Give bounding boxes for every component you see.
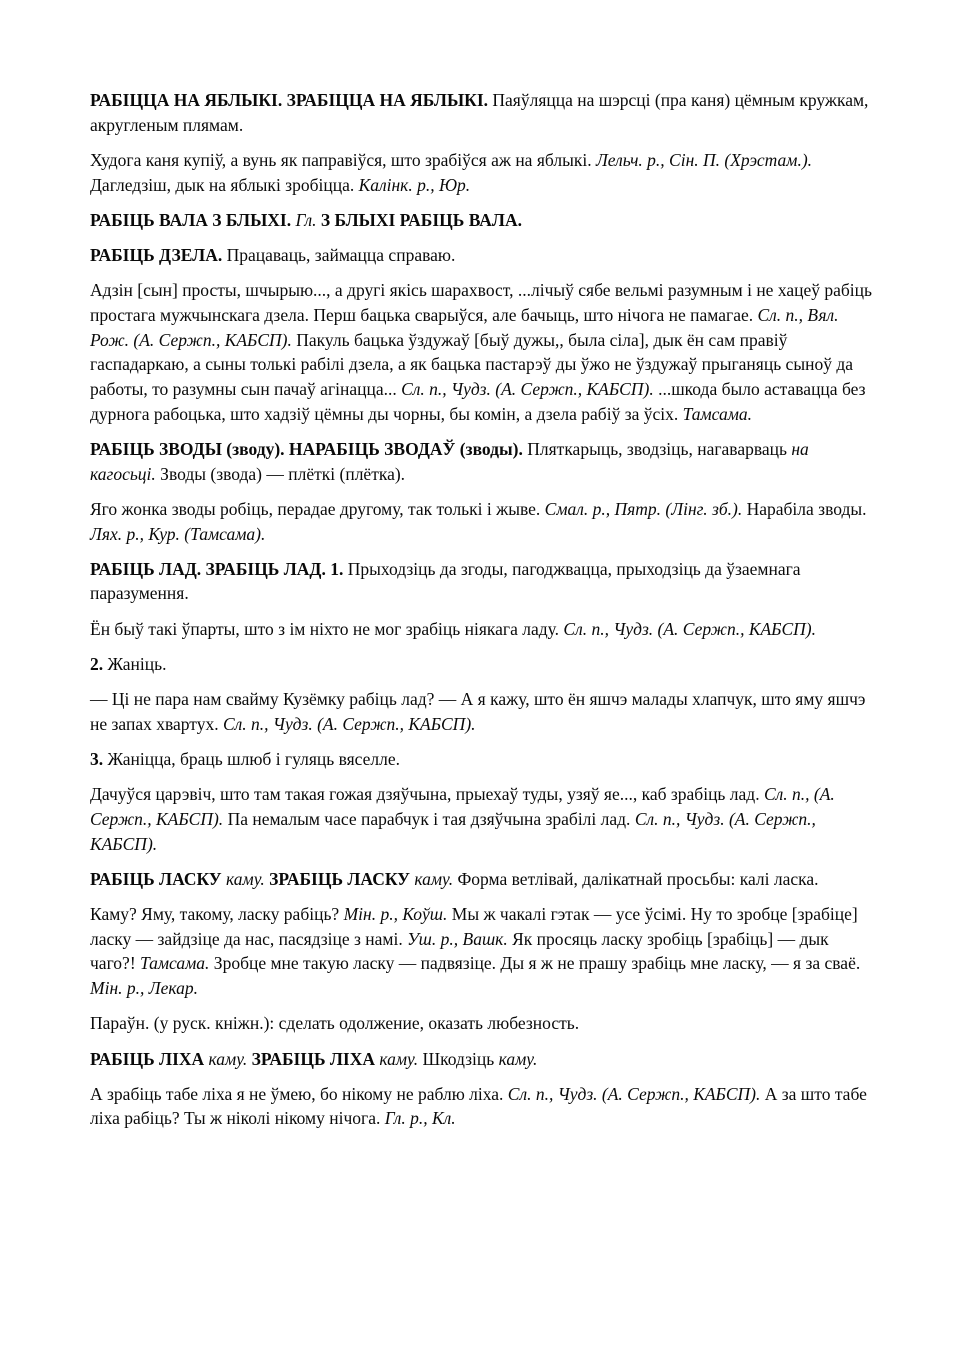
text-run-regular: Як просяць ласку зробіць [зрабіць] — дык чаго?! [90, 928, 829, 974]
paragraph [90, 278, 872, 426]
text-run-bold: РАБІЦЬ ЛАД. ЗРАБІЦЬ ЛАД. 1. [90, 558, 348, 579]
text-run-italic: Сл. п., Чудз. (А. Сержп., КАБСП). [563, 618, 816, 639]
text-run-italic: Сл. п., Чудз. (А. Сержп., КАБСП). [222, 713, 476, 734]
text-run-regular: Па немалым часе парабчук і тая дзяўчына зрабілі лад. [227, 808, 635, 829]
paragraph [90, 148, 872, 197]
text-run-regular: Мы ж чакалі гэтак — усе ўсімі. Ну то зробце [зрабіце] ласку — зайдзіце да нас, пасядзіце з намі. [90, 903, 858, 949]
text-run-regular: Жаніць. [107, 653, 167, 674]
paragraph [90, 1082, 872, 1131]
text-run-italic: на кагосьці. [90, 438, 809, 484]
paragraph [90, 437, 872, 486]
text-run-regular: Яго жонка зводы робіць, перадае другому, так толькі і жыве. [90, 498, 545, 519]
text-run-italic: Сл. п., Чудз. (А. Сержп., КАБСП). [90, 808, 816, 854]
text-run-italic: Калінк. р., Юр. [358, 174, 471, 195]
text-run-regular: Дагледзіш, дык на яблыкі зробіцца. [90, 174, 359, 195]
paragraph [90, 1011, 872, 1036]
text-run-italic: каму. [226, 868, 270, 889]
paragraph [90, 1047, 872, 1072]
text-run-regular: А за што табе ліха рабіць? Ты ж ніколі нікому нічога. [90, 1083, 867, 1129]
text-run-regular: Жаніцца, браць шлюб і гуляць вяселле. [107, 748, 401, 769]
text-run-bold: РАБІЦЬ ЛАСКУ [90, 868, 227, 889]
text-run-bold: РАБІЦЬ ЛІХА [90, 1048, 209, 1069]
text-run-bold: РАБІЦЦА НА ЯБЛЫКІ. ЗРАБІЦЦА НА ЯБЛЫКІ. [90, 90, 493, 110]
text-column [90, 88, 872, 1142]
text-run-italic: Лельч. р., Сін. П. (Хрэстам.). [595, 149, 813, 170]
text-run-regular: Дачуўся царэвіч, што там такая гожая дзяўчына, прыехаў туды, узяў яе..., каб зрабіць лад. [90, 784, 764, 805]
text-run-bold: ЗРАБІЦЬ ЛІХА [251, 1048, 380, 1069]
text-run-italic: Гл. р., Кл. [384, 1108, 456, 1129]
text-run-regular: А зрабіць табе ліха я не ўмею, бо нікому не раблю ліха. [90, 1083, 508, 1104]
text-run-italic: Гл. [295, 209, 321, 230]
text-run-bold: ЗРАБІЦЬ ЛАСКУ [269, 868, 415, 889]
text-run-regular: Ён быў такі ўпарты, што з ім ніхто не мог зрабіць ніякага ладу. [90, 618, 564, 639]
text-run-italic: Тамсама. [140, 953, 214, 974]
paragraph [90, 687, 872, 736]
text-run-regular: Нарабіла зводы. [746, 498, 867, 519]
paragraph [90, 557, 872, 606]
text-run-bold: 2. [90, 653, 108, 674]
text-run-regular: Каму? Яму, такому, ласку рабіць? [90, 903, 344, 924]
text-run-regular: Пакуль бацька ўздужаў [быў дужы,, была сіла], дык ён сам правіў гаспадаркаю, а сыны толькі рабілі дзела, а як бацька пастарэў ды ўжо не ўздужаў прыганяць сыноў да работы, то разумны сын пачаў агінацца... [90, 329, 853, 400]
text-run-regular: Худога каня купіў, а вунь як паправіўся, што зрабіўся аж на яблыкі. [90, 149, 596, 170]
paragraph [90, 867, 872, 892]
paragraph [90, 902, 872, 1001]
paragraph [90, 782, 872, 856]
text-run-regular: Пляткарыць, зводзіць, нагаварваць [527, 438, 792, 459]
text-run-bold: З БЛЫХІ РАБІЦЬ ВАЛА. [320, 209, 522, 230]
text-run-regular: Параўн. (у руск. кніжн.): сделать одолжение, оказать любезность. [90, 1013, 580, 1034]
text-run-italic: Сл. п., (А. Сержп., КАБСП). [90, 784, 835, 829]
text-run-italic: Смал. р., Пятр. (Лінг. зб.). [544, 498, 747, 519]
text-run-italic: Тамсама. [682, 403, 753, 424]
text-run-bold: РАБІЦЬ ДЗЕЛА. [90, 245, 227, 266]
text-run-regular: Зробце мне такую ласку — падвязіце. Ды я ж не прашу зрабіць мне ласку, — я за сваё. [213, 953, 861, 974]
paragraph [90, 208, 872, 233]
text-run-regular: Зводы (звода) — плёткі (плётка). [160, 463, 406, 484]
paragraph [90, 497, 872, 546]
text-run-italic: каму. [498, 1048, 538, 1069]
text-run-italic: каму. [379, 1048, 423, 1069]
text-run-italic: Мін. р., Коўш. [343, 903, 452, 924]
text-run-italic: каму. [208, 1048, 252, 1069]
text-run-regular: Адзін [сын] просты, шчырыю..., а другі якісь шарахвост, ...лічыў сябе вельмі разумным і не хацеў рабіць простага мужчынскага дзела. Перш бацька сварыўся, але бачыць, што нічога не памагае. [90, 280, 872, 325]
text-run-regular: Форма ветлівай, далікатнай просьбы: калі ласка. [457, 868, 819, 889]
text-run-bold: 3. [90, 748, 108, 769]
text-run-regular: Шкодзіць [422, 1048, 499, 1069]
text-run-italic: Сл. п., Чудз. (А. Сержп., КАБСП). [507, 1083, 765, 1104]
text-run-italic: Лях. р., Кур. (Тамсама). [90, 523, 266, 544]
text-run-italic: Уш. р., Вашк. [407, 928, 513, 949]
paragraph [90, 88, 872, 137]
text-run-italic: Сл. п., Вял. Рож. (А. Сержп., КАБСП). [90, 304, 839, 350]
text-run-regular: — Ці не пара нам свайму Кузёмку рабіць лад? — А я кажу, што ён яшчэ малады хлапчук, што яму яшчэ не запах хвартух. [90, 689, 866, 734]
paragraph [90, 617, 872, 642]
text-run-bold: РАБІЦЬ ЗВОДЫ (зводу). НАРАБІЦЬ ЗВОДАЎ (зводы). [90, 438, 528, 459]
text-run-bold: РАБІЦЬ ВАЛА З БЛЫХІ. [90, 209, 296, 230]
text-run-italic: Мін. р., Лекар. [90, 978, 198, 999]
text-run-regular: Прыходзіць да згоды, пагоджвацца, прыходзіць да ўзаемнага паразумення. [90, 558, 801, 604]
paragraph [90, 747, 872, 772]
paragraph [90, 243, 872, 268]
text-run-regular: ...шкода было аставацца без дурнога рабоцька, што хадзіў цёмны ды чорны, бы комін, а дзела рабіў за ўсіх. [90, 379, 866, 424]
text-run-italic: Сл. п., Чудз. (А. Сержп., КАБСП). [401, 379, 659, 400]
text-run-regular: Паяўляцца на шэрсці (пра каня) цёмным кружкам, акругленым плямам. [90, 90, 869, 135]
text-run-italic: каму. [414, 868, 458, 889]
text-run-regular: Працаваць, займацца справаю. [226, 245, 456, 266]
paragraph [90, 652, 872, 677]
